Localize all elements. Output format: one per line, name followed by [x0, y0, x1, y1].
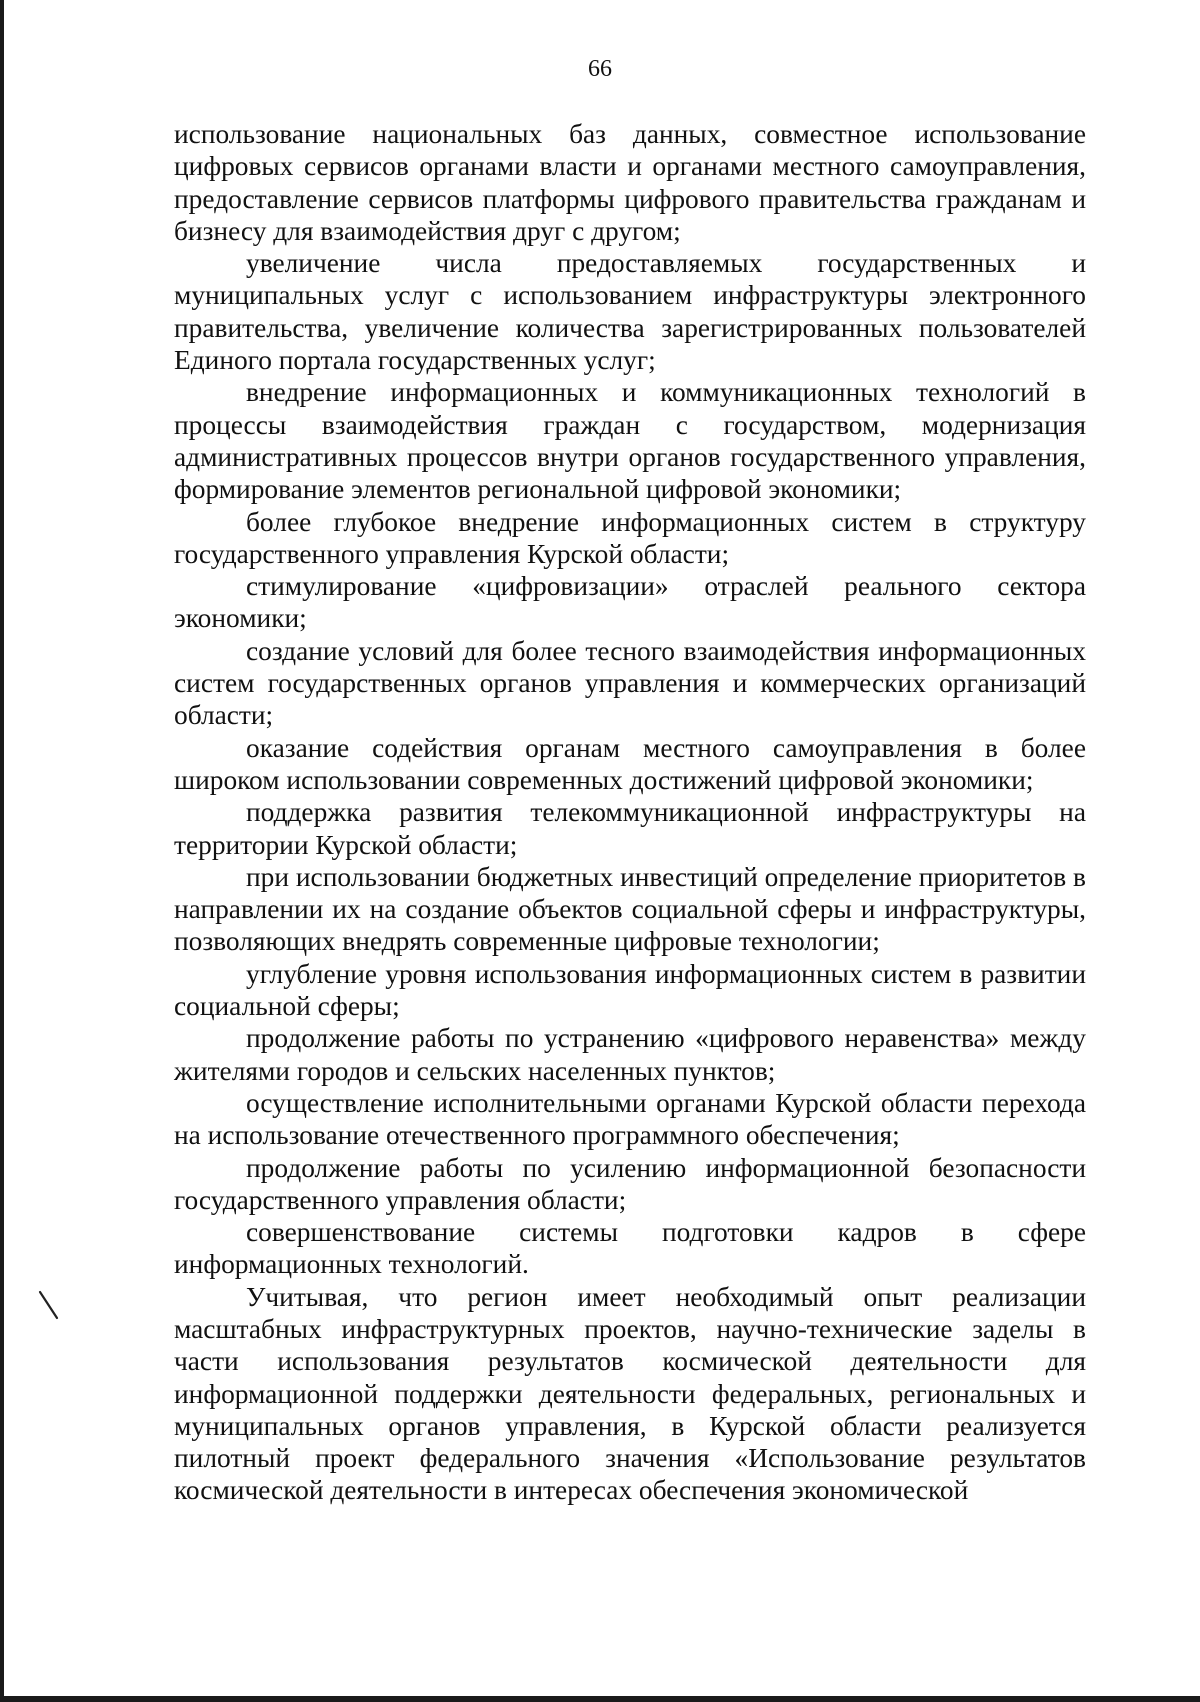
paragraph-social-sphere: углубление уровня использования информационных систем в развитии социальной сферы;: [174, 958, 1086, 1022]
scan-edge-bottom: [0, 1696, 1200, 1702]
paragraph-ict-implementation: внедрение информационных и коммуникационных технологий в процессы взаимодействия граждан с государством, модернизация административных процессов внутри органов государственного управления, формирование элементов региональной цифровой экономики;: [174, 377, 1086, 505]
paragraph-local-government-support: оказание содействия органам местного самоуправления в более широком использовании современных достижений цифровой экономики;: [174, 732, 1086, 795]
paragraph-digital-inequality: продолжение работы по устранению «цифрового неравенства» между жителями городов и сельских населенных пунктов;: [174, 1023, 1086, 1086]
paragraph-information-security: продолжение работы по усилению информационной безопасности государственного управления области;: [174, 1152, 1086, 1215]
scan-edge-left: [0, 0, 4, 1702]
paragraph-budget-investments: при использовании бюджетных инвестиций определение приоритетов в направлении их на создание объектов социальной сферы и инфраструктуры, позволяющих внедрять современные цифровые технологии;: [174, 861, 1086, 957]
paragraph-domestic-software: осуществление исполнительными органами Курской области перехода на использование отечественного программного обеспечения;: [174, 1087, 1086, 1151]
paragraph-information-systems: более глубокое внедрение информационных систем в структуру государственного управления Курской области;: [174, 506, 1086, 569]
paragraph-pilot-project: Учитывая, что регион имеет необходимый опыт реализации масштабных инфраструктурных проектов, научно-технические заделы в части использования результатов космической деятельности для информационной поддержки деятельности федеральных, региональных и муниципальных органов управления, в Курской области реализуется пилотный проект федерального значения «Использование результатов космической деятельности в интересах обеспечения экономической: [174, 1281, 1086, 1506]
paragraph-telecom-infrastructure: поддержка развития телекоммуникационной инфраструктуры на территории Курской области;: [174, 797, 1086, 860]
paragraph-conditions: создание условий для более тесного взаимодействия информационных систем государственных органов управления и коммерческих организаций области;: [174, 635, 1086, 731]
paragraph-municipal-services: увеличение числа предоставляемых государственных и муниципальных услуг с использованием инфраструктуры электронного правительства, увеличение количества зарегистрированных пользователей Единого портала государственных услуг;: [174, 248, 1086, 376]
paragraph-digitalization: стимулирование «цифровизации» отраслей реального сектора экономики;: [174, 571, 1086, 634]
document-body: [174, 118, 1086, 1507]
paragraph-personnel-training: совершенствование системы подготовки кадров в сфере информационных технологий.: [174, 1217, 1086, 1280]
page-number: 66: [588, 56, 612, 82]
paragraph-national-databases: использование национальных баз данных, совместное использование цифровых сервисов органами власти и органами местного самоуправления, предоставление сервисов платформы цифрового правительства гражданам и бизнесу для взаимодействия друг с другом;: [174, 119, 1086, 246]
stray-pen-mark: [38, 1290, 60, 1320]
